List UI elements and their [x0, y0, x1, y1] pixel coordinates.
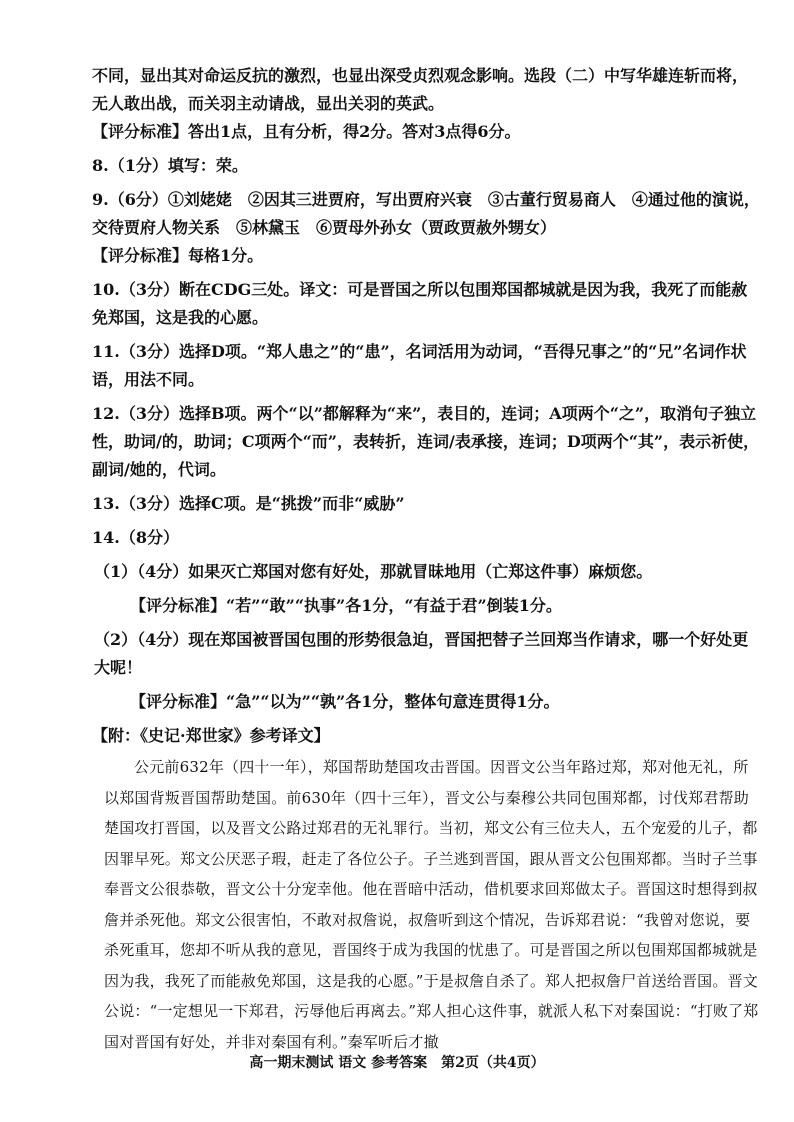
answer-content [92, 62, 760, 1057]
q10-answer: 10.（3分）断在CDG三处。译文：可是晋国之所以包围郑国都城就是因为我，我死了而能赦免郑国，这是我的心愿。 [92, 280, 748, 327]
appendix-translation [92, 752, 760, 1057]
q7-scoring-standard: 【评分标准】答出1点，且有分析，得2分。答对3点得6分。 [92, 122, 521, 141]
q9-scoring-standard: 【评分标准】每格1分。 [92, 246, 264, 265]
appendix-text: 公元前632年（四十一年），郑国帮助楚国攻击晋国。因晋文公当年路过郑，郑对他无礼，所以郑国背叛晋国帮助楚国。前630年（四十三年），晋文公与秦穆公共同包围郑都，讨伐郑君帮助楚国攻打晋国，以及晋文公路过郑君的无礼罪行。当初，郑文公有三位夫人，五个宠爱的儿子，都因罪早死。郑文公厌恶子瑕，赶走了各位公子。子兰逃到晋国，跟从晋文公包围郑都。当时子兰事奉晋文公很恭敬，晋文公十分宠幸他。他在晋暗中活动，借机要求回郑做太子。晋国这时想得到叔詹并杀死他。郑文公很害怕，不敢对叔詹说，叔詹听到这个情况，告诉郑君说：“我曾对您说，要杀死重耳，您却不听从我的意见，晋国终于成为我国的忧患了。可是晋国之所以包围郑国都城就是因为我，我死了而能赦免郑国，这是我的心愿。”于是叔詹自杀了。郑人把叔詹尸首送给晋国。晋文公说：“一定想见一下郑君，污辱他后再离去。”郑人担心这件事，就派人私下对秦国说：“打败了郑国对晋国有好处，并非对秦国有利。”秦军听后才撤 [104, 758, 759, 1051]
q14-part1-scoring-standard: 【评分标准】“若”“敢”“执事”各1分，“有益于君”倒装1分。 [130, 596, 562, 615]
q9-answer: 9.（6分）①刘姥姥 ②因其三进贾府，写出贾府兴衰 ③古董行贸易商人 ④通过他的演说，交待贾府人物关系 ⑤林黛玉 ⑥贾母外孙女（贾政贾赦外甥女） [92, 190, 760, 237]
q12-answer: 12.（3分）选择B项。两个“以”都解释为“来”，表目的，连词；A项两个“之”，取消句子独立性，助词/的，助词；C项两个“而”，表转折，连词/表承接，连词；D项两个“其”，表示祈使，副词/她的，代词。 [92, 404, 760, 479]
q14-part1: （1）（4分）如果灭亡郑国对您有好处，那就冒昧地用（亡郑这件事）麻烦您。 [94, 562, 653, 581]
q14-part2: （2）（4分）现在郑国被晋国包围的形势很急迫，晋国把替子兰回郑当作请求，哪一个好处更大呢！ [94, 630, 749, 677]
q7-continuation: 不同，显出其对命运反抗的激烈，也显出深受贞烈观念影响。选段（二）中写华雄连斩而将，无人敢出战，而关羽主动请战，显出关羽的英武。 [92, 66, 749, 113]
q14-part2-scoring-standard: 【评分标准】“急”“以为”“孰”各1分，整体句意连贯得1分。 [130, 692, 560, 711]
page-footer: 高一期末测试 语文 参考答案 第2页（共4页） [249, 1055, 545, 1071]
q11-answer: 11.（3分）选择D项。“郑人患之”的“患”，名词活用为动词，“吾得兄事之”的“兄”名词作状语，用法不同。 [92, 342, 747, 389]
appendix-title: 【附：《史记·郑世家》参考译文】 [92, 726, 330, 745]
q13-answer: 13.（3分）选择C项。是“挑拨”而非“威胁” [92, 494, 405, 513]
q14-heading: 14.（8分） [92, 528, 179, 547]
q8-answer: 8.（1分）填写：荣。 [92, 156, 248, 175]
